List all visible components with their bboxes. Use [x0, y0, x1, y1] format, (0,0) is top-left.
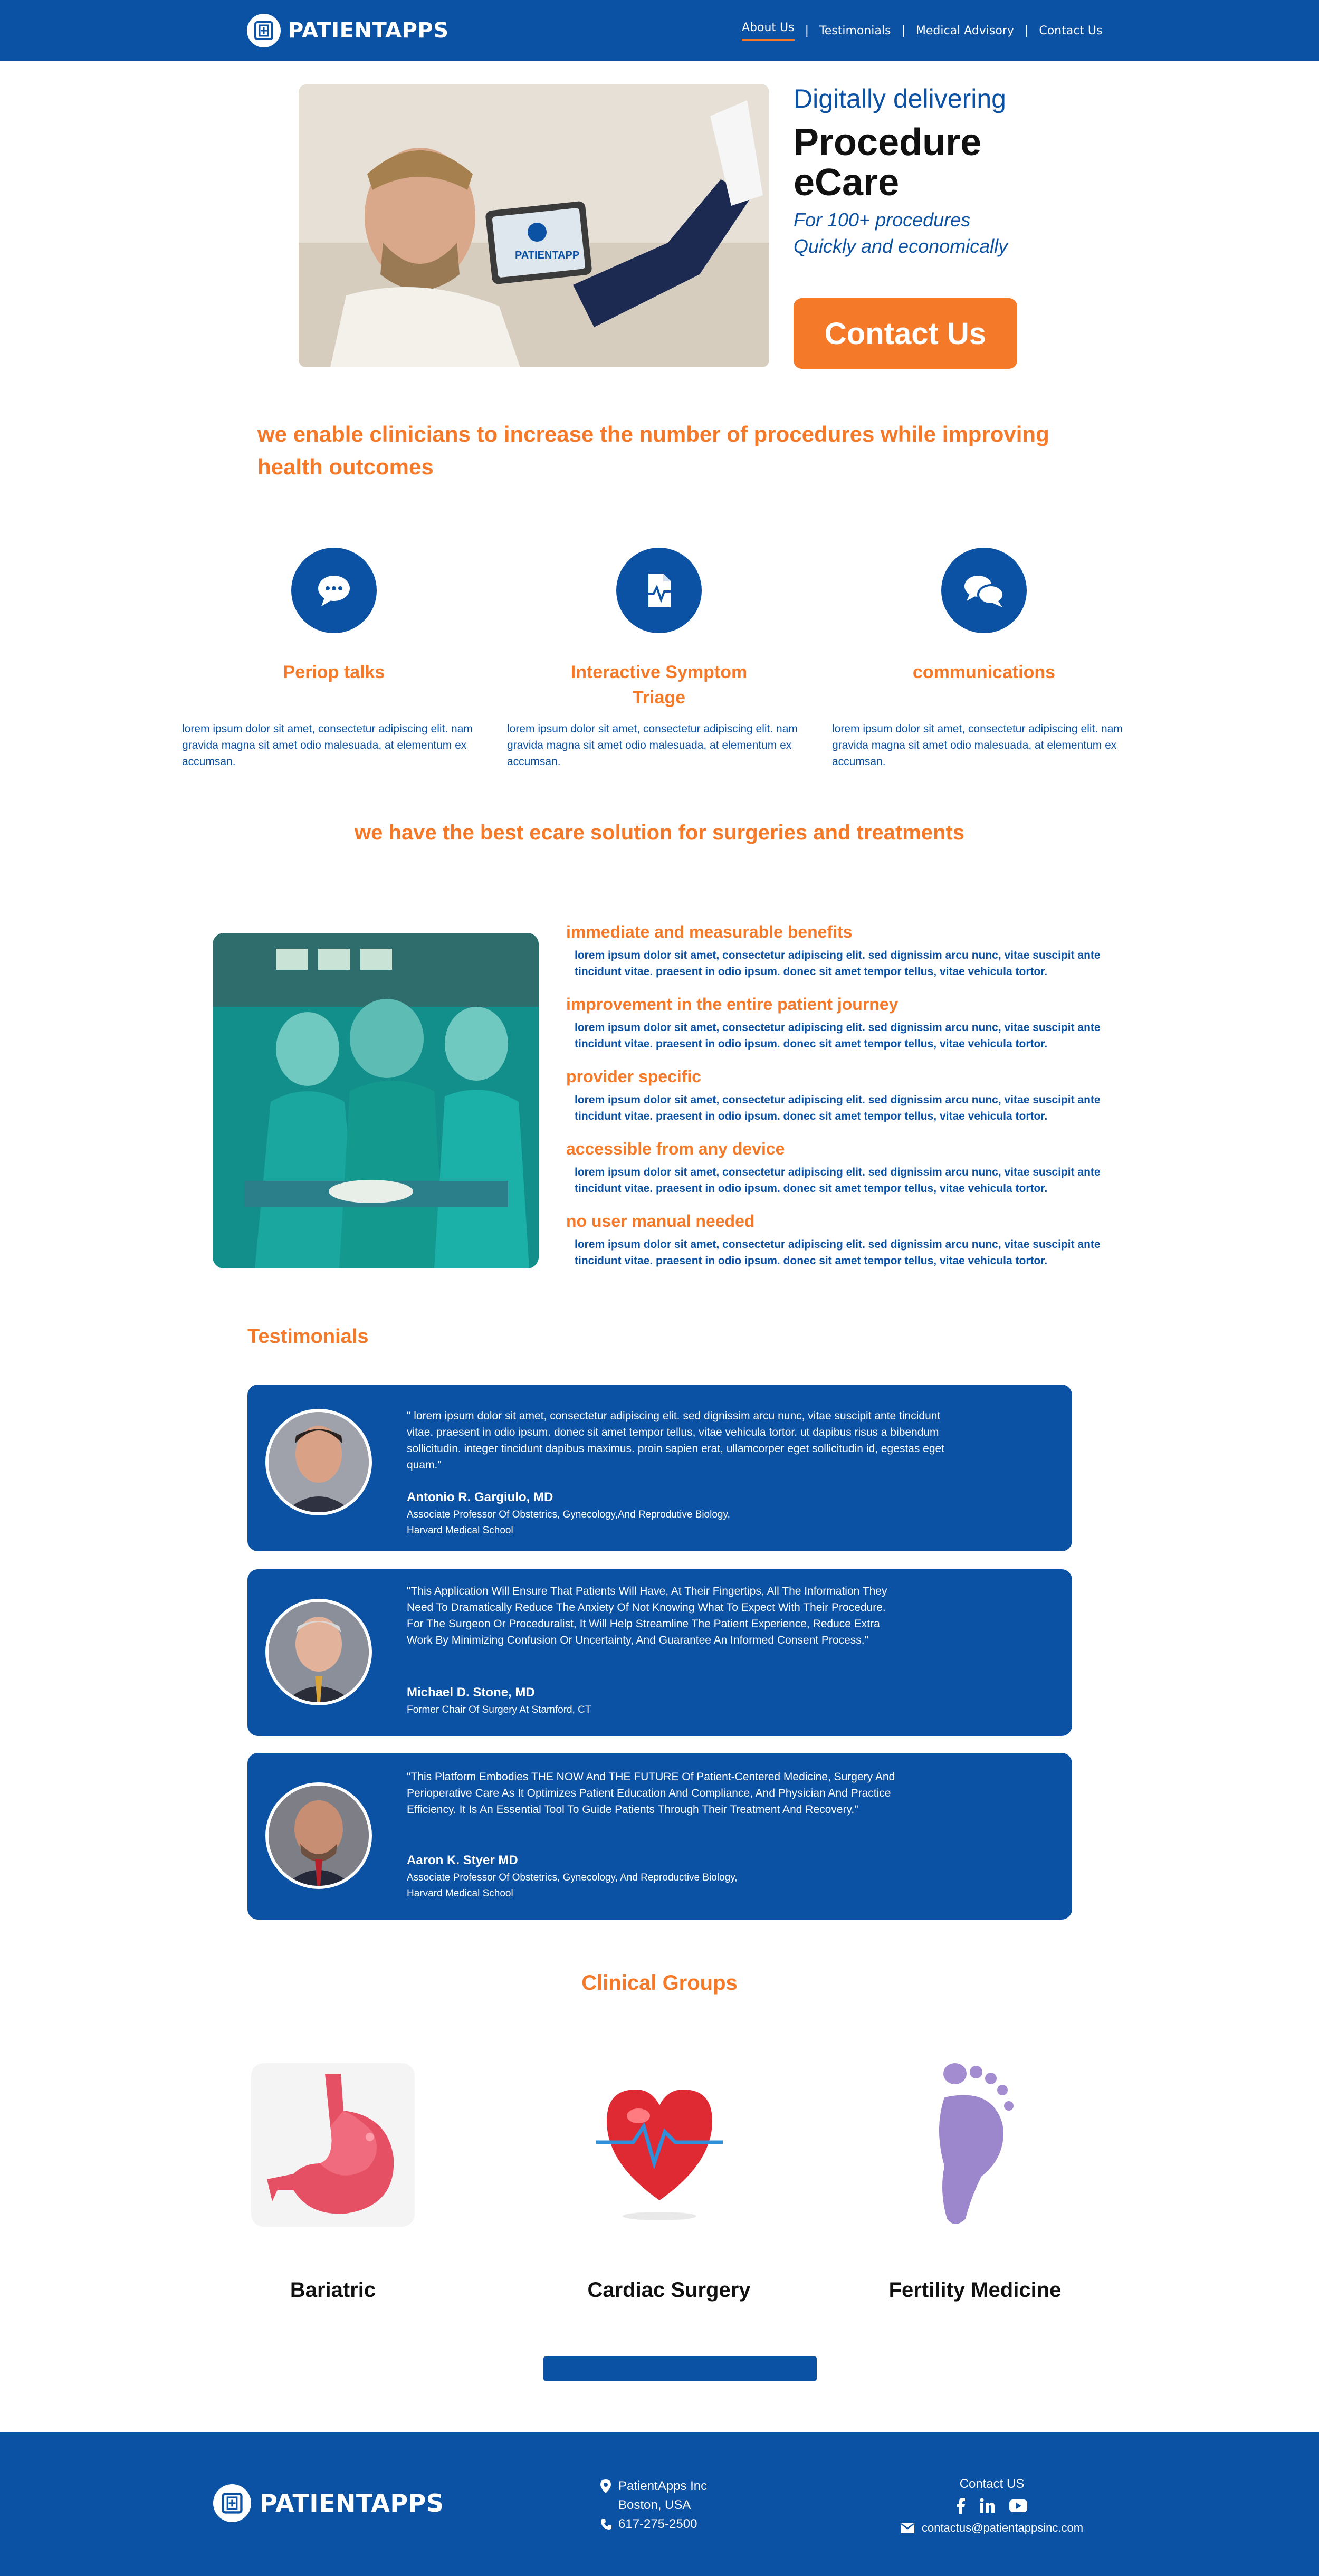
surgery-image	[213, 933, 539, 1268]
nav-medical-advisory[interactable]: Medical Advisory	[915, 24, 1014, 37]
nav-separator: |	[901, 24, 905, 37]
benefit-body: lorem ipsum dolor sit amet, consectetur adipiscing elit. sed dignissim arcu nunc, vitae suscipit ante tincidunt vitae. praesent in odio ipsum. donec sit amet tempor tellus, vitae vehicula tortor.	[575, 949, 1101, 978]
testimonial-card	[247, 1385, 1072, 1551]
testimonial-quote: " lorem ipsum dolor sit amet, consectetur adipiscing elit. sed dignissim arcu nunc, vitae suscipit ante tincidunt vitae. praesent in odio ipsum. donec sit amet tempor tellus, vitae vehicula tortor. ut dapibus risus a bibendum sollicitudin. integer tincidunt dapibus maximus. proin sapien erat, ullamcorper eget sollicitudin id, egestas eget quam."	[407, 1410, 945, 1471]
testimonials-heading: Testimonials	[247, 1325, 369, 1348]
facebook-icon[interactable]	[956, 2498, 966, 2514]
nav-contact-us[interactable]: Contact Us	[1039, 24, 1103, 37]
header-logo[interactable]	[247, 14, 449, 47]
testimonial-card	[247, 1753, 1072, 1920]
fertility-card[interactable]	[923, 2060, 1029, 2229]
feature-title-communications: communications	[912, 662, 1056, 682]
testimonial-quote: "This Application Will Ensure That Patients Will Have, At Their Fingertips, All The Information They Need To Dramatically Reduce The Anxiety Of Not Knowing What To Expect With Their Procedure. For The Surgeon Or Proceduralist, It Will Help Streamline The Patient Experience, Reduce Extra Work By Minimizing Confusion Or Uncertainty, And Guarantee An Informed Consent Process."	[407, 1585, 887, 1646]
logo-text: PATIENTAPPS	[288, 18, 449, 43]
benefit-item	[566, 1211, 1125, 1284]
location-pin-icon	[600, 2479, 611, 2493]
cardiac-card[interactable]	[591, 2063, 728, 2227]
benefit-title: no user manual needed	[566, 1211, 755, 1230]
hero-tagline-line2: Quickly and economically	[794, 235, 1008, 257]
chat-bubble-icon	[313, 569, 355, 612]
hero-subtitle: Digitally delivering	[794, 84, 1006, 113]
nav-separator: |	[1024, 24, 1029, 37]
feature-title-triage: Interactive Symptom Triage	[570, 662, 748, 708]
feature-icon-circle-2	[616, 548, 702, 633]
bariatric-card[interactable]	[251, 2063, 415, 2227]
solution-heading: we have the best ecare solution for surgeries and treatments	[355, 821, 964, 844]
youtube-icon[interactable]	[1009, 2498, 1028, 2514]
benefit-title: accessible from any device	[566, 1139, 785, 1158]
hero-image	[299, 84, 769, 367]
avatar	[265, 1782, 372, 1889]
hero-title	[794, 122, 981, 203]
feature-body-periop: lorem ipsum dolor sit amet, consectetur adipiscing elit. nam gravida magna sit amet odio malesuada, at elementum ex accumsan.	[182, 723, 473, 768]
hero-title-line2: eCare	[794, 161, 900, 204]
testimonial-role-line1: Associate Professor Of Obstetrics, Gynecology, And Reproductive Biology,	[407, 1872, 738, 1883]
testimonial-role-line1: Former Chair Of Surgery At Stamford, CT	[407, 1704, 591, 1715]
benefit-item	[566, 1067, 1125, 1139]
benefit-item	[566, 922, 1125, 995]
testimonial-role	[407, 1702, 591, 1718]
nav-testimonials[interactable]: Testimonials	[819, 24, 891, 37]
main-nav	[742, 21, 1103, 41]
footer-logo-text: PATIENTAPPS	[260, 2489, 444, 2517]
hero-title-line1: Procedure	[794, 121, 982, 164]
linkedin-icon[interactable]	[979, 2498, 995, 2514]
testimonial-role-line1: Associate Professor Of Obstetrics, Gynecology,And Reprodutive Biology,	[407, 1509, 730, 1520]
testimonial-name: Antonio R. Gargiulo, MD	[407, 1490, 553, 1504]
hero-tagline-line1: For 100+ procedures	[794, 209, 971, 231]
feature-icon-circle-3	[941, 548, 1027, 633]
testimonial-role	[407, 1870, 738, 1902]
clinical-label-bariatric: Bariatric	[290, 2278, 376, 2302]
benefit-body: lorem ipsum dolor sit amet, consectetur adipiscing elit. sed dignissim arcu nunc, vitae suscipit ante tincidunt vitae. praesent in odio ipsum. donec sit amet tempor tellus, vitae vehicula tortor.	[575, 1022, 1101, 1050]
footer-company: PatientApps Inc	[618, 2479, 708, 2493]
footprint-icon	[923, 2060, 1029, 2229]
clinical-label-fertility: Fertility Medicine	[888, 2278, 1062, 2302]
social-links	[892, 2498, 1092, 2514]
benefit-title: improvement in the entire patient journey	[566, 995, 899, 1014]
benefit-body: lorem ipsum dolor sit amet, consectetur adipiscing elit. sed dignissim arcu nunc, vitae suscipit ante tincidunt vitae. praesent in odio ipsum. donec sit amet tempor tellus, vitae vehicula tortor.	[575, 1166, 1101, 1195]
heart-pulse-icon	[591, 2063, 728, 2227]
testimonial-role-line2: Harvard Medical School	[407, 1888, 513, 1899]
benefit-title: immediate and measurable benefits	[566, 922, 853, 941]
logo-icon	[213, 2484, 251, 2522]
testimonial-role	[407, 1507, 730, 1539]
avatar	[265, 1599, 372, 1705]
footer-email[interactable]: contactus@patientappsinc.com	[921, 2521, 1084, 2534]
benefit-item	[566, 1139, 1125, 1211]
feature-title-periop: Periop talks	[283, 662, 385, 682]
testimonial-name: Aaron K. Styer MD	[407, 1853, 518, 1867]
testimonial-role-line2: Harvard Medical School	[407, 1525, 513, 1536]
benefit-body: lorem ipsum dolor sit amet, consectetur adipiscing elit. sed dignissim arcu nunc, vitae suscipit ante tincidunt vitae. praesent in odio ipsum. donec sit amet tempor tellus, vitae vehicula tortor.	[575, 1094, 1101, 1122]
feature-body-communications: lorem ipsum dolor sit amet, consectetur adipiscing elit. nam gravida magna sit amet odio malesuada, at elementum ex accumsan.	[832, 723, 1123, 768]
mission-statement: we enable clinicians to increase the number of procedures while improving health outcomes	[257, 422, 1049, 479]
hero-tagline	[794, 207, 1008, 260]
clinical-groups-heading: Clinical Groups	[581, 1971, 738, 1995]
feature-body-triage: lorem ipsum dolor sit amet, consectetur adipiscing elit. nam gravida magna sit amet odio malesuada, at elementum ex accumsan.	[507, 723, 798, 768]
benefit-item	[566, 995, 1125, 1067]
clinical-label-cardiac: Cardiac Surgery	[587, 2278, 751, 2302]
site-header	[0, 0, 1319, 61]
phone-icon	[600, 2518, 612, 2530]
logo-icon	[247, 14, 281, 47]
nav-about-us[interactable]: About Us	[742, 21, 795, 41]
chat-bubbles-icon	[960, 569, 1008, 612]
avatar	[265, 1409, 372, 1515]
hero-contact-button[interactable]: Contact Us	[794, 298, 1017, 369]
footer-contact	[892, 2477, 1092, 2535]
testimonial-card	[247, 1569, 1072, 1736]
document-pulse-icon	[638, 569, 680, 612]
footer-contact-heading: Contact US	[959, 2477, 1025, 2491]
footer-location: Boston, USA	[618, 2498, 691, 2512]
view-more-button[interactable]	[543, 2356, 817, 2381]
tablet-brand-text: PATIENTAPP	[515, 250, 580, 261]
stomach-icon	[251, 2063, 415, 2227]
site-footer	[0, 2432, 1319, 2576]
testimonial-name: Michael D. Stone, MD	[407, 1685, 535, 1700]
footer-address	[600, 2479, 707, 2532]
feature-icon-circle-1	[291, 548, 377, 633]
nav-separator: |	[805, 24, 809, 37]
testimonial-quote: "This Platform Embodies THE NOW And THE FUTURE Of Patient-Centered Medicine, Surgery And Perioperative Care As It Optimizes Patient Education And Compliance, And Physician And Practice Efficiency. It Is An Essential Tool To Guide Patients Through Their Treatment And Recovery."	[407, 1771, 895, 1816]
footer-logo[interactable]	[213, 2484, 444, 2522]
benefit-body: lorem ipsum dolor sit amet, consectetur adipiscing elit. sed dignissim arcu nunc, vitae suscipit ante tincidunt vitae. praesent in odio ipsum. donec sit amet tempor tellus, vitae vehicula tortor.	[575, 1238, 1101, 1267]
email-icon	[901, 2523, 914, 2533]
benefit-title: provider specific	[566, 1067, 702, 1086]
footer-phone[interactable]: 617-275-2500	[618, 2517, 697, 2531]
benefits-list	[566, 922, 1125, 1284]
